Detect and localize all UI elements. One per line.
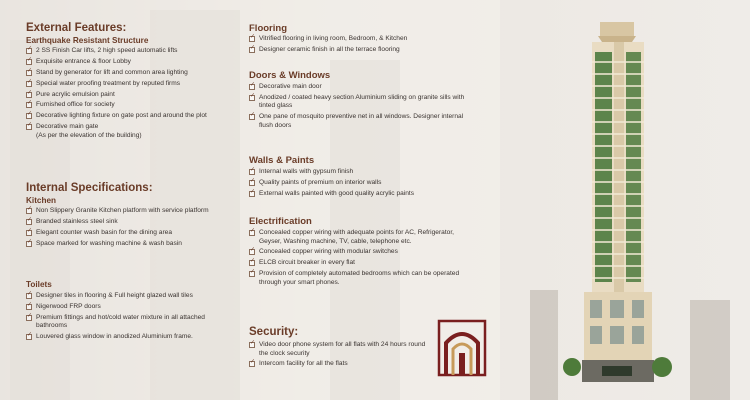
kitchen-heading: Kitchen: [26, 196, 57, 205]
check-icon: ✓: [27, 291, 33, 297]
check-icon: ✓: [27, 111, 33, 118]
check-icon: ✓: [250, 177, 256, 184]
toilets-list: [26, 292, 236, 342]
check-icon: ✓: [250, 258, 256, 265]
flooring-heading: Flooring: [249, 23, 287, 34]
list-item: ✓ Intercom facility for all the flats: [250, 359, 348, 368]
check-icon: ✓: [250, 82, 256, 88]
bg-building: [690, 300, 730, 400]
tower-illustration: [562, 22, 672, 382]
list-item: ✓ 2 SS Finish Car lifts, 2 high speed automatic lifts: [27, 46, 178, 54]
list-item: ✓ Decorative lighting fixture on gate post and around the plot: [27, 111, 207, 120]
list-item: ✓ Video door phone system for all flats with 24 hours round the clock security: [250, 340, 426, 357]
check-icon: ✓: [250, 340, 256, 346]
list-item: ✓ Nigerwood FRP doors: [27, 301, 101, 310]
tree: [652, 357, 672, 377]
check-icon: ✓: [27, 332, 33, 339]
decorative-gate-note: (As per the elevation of the building): [36, 131, 142, 139]
list-item: ✓ Decorative main gate: [27, 122, 99, 131]
list-item: ✓ Quality paints of premium on interior walls: [250, 177, 382, 186]
list-item: ✓ Louvered glass window in anodized Aluminium frame.: [27, 332, 193, 341]
electrification-heading: Electrification: [249, 216, 312, 227]
list-item: ✓ Stand by generator for lift and common area lighting: [27, 67, 188, 76]
check-icon: ✓: [250, 359, 256, 366]
list-item: ✓ Space marked for washing machine & wash basin: [27, 238, 182, 247]
flooring-list: [249, 35, 475, 54]
tower-crown-cap: [598, 36, 636, 42]
external-features-title: External Features:: [26, 22, 127, 34]
list-item: ✓ Non Slippery Granite Kitchen platform with service platform: [27, 206, 209, 214]
list-item: ✓ ELCB circuit breaker in every flat: [250, 258, 356, 267]
tower-entrance: [602, 366, 632, 376]
check-icon: ✓: [27, 216, 33, 223]
toilets-heading: Toilets: [26, 280, 52, 289]
check-icon: ✓: [250, 269, 256, 276]
external-features-list: [26, 47, 236, 140]
doors-windows-heading: Doors & Windows: [249, 70, 331, 81]
check-icon: ✓: [250, 34, 256, 40]
list-item: ✓ Concealed copper wiring with adequate points for AC, Refrigerator, Geyser, Washing machine, TV, cable, telephone etc.: [250, 228, 454, 245]
list-item: ✓ Elegant counter wash basin for the dining area: [27, 227, 172, 236]
bg-building: [530, 290, 558, 400]
check-icon: ✓: [27, 227, 33, 234]
check-icon: ✓: [27, 301, 33, 308]
brand-logo: [437, 319, 487, 377]
list-item: ✓ Furnished office for society: [27, 100, 115, 109]
walls-paints-heading: Walls & Paints: [249, 155, 315, 166]
list-item: ✓ Exquisite entrance & floor Lobby: [27, 56, 131, 65]
tree: [563, 358, 581, 376]
walls-paints-list: [249, 168, 475, 198]
list-item: ✓ Internal walls with gypsum finish: [250, 167, 354, 175]
security-heading: Security:: [249, 326, 299, 338]
list-item: ✓ Designer tiles in flooring & Full height glazed wall tiles: [27, 291, 193, 299]
list-item: ✓ Anodized / coated heavy section Aluminium sliding on granite sills with tinted glass: [250, 92, 465, 110]
check-icon: ✓: [27, 78, 33, 85]
list-item: ✓ Special water proofing treatment by reputed firms: [27, 78, 181, 87]
check-icon: ✓: [250, 228, 256, 234]
list-item: ✓ External walls painted with good quality acrylic paints: [250, 188, 415, 197]
tower-crown: [600, 22, 634, 36]
check-icon: ✓: [27, 312, 33, 319]
security-list: [249, 341, 429, 369]
check-icon: ✓: [27, 238, 33, 245]
check-icon: ✓: [250, 44, 256, 51]
check-icon: ✓: [27, 56, 33, 63]
list-item: ✓ One pane of mosquito preventive net in all windows. Designer internal flush doors: [250, 112, 464, 129]
check-icon: ✓: [27, 100, 33, 107]
check-icon: ✓: [250, 188, 256, 195]
list-item: ✓ Pure acrylic emulsion paint: [27, 89, 115, 98]
list-item: ✓ Concealed copper wiring with modular switches: [250, 247, 398, 256]
list-item: ✓ Premium fittings and hot/cold water mixture in all attached bathrooms: [27, 312, 205, 330]
list-item: ✓ Provision of completely automated bedrooms which can be operated through your smart phones.: [250, 269, 460, 286]
earthquake-heading: Earthquake Resistant Structure: [26, 36, 149, 45]
logo-pillar: [459, 353, 465, 375]
list-item: ✓ Designer ceramic finish in all the terrace flooring: [250, 44, 400, 53]
check-icon: ✓: [27, 122, 33, 129]
check-icon: ✓: [250, 167, 256, 173]
check-icon: ✓: [27, 206, 33, 212]
kitchen-list: [26, 207, 236, 248]
list-item: ✓ Branded stainless steel sink: [27, 216, 118, 225]
list-item: ✓ Vitrified flooring in living room, Bedroom, & Kitchen: [250, 34, 408, 42]
list-item: ✓ Decorative main door: [250, 82, 322, 90]
check-icon: ✓: [250, 92, 256, 99]
check-icon: ✓: [27, 46, 33, 52]
check-icon: ✓: [250, 247, 256, 254]
check-icon: ✓: [27, 89, 33, 96]
doors-windows-list: [249, 83, 475, 131]
electrification-list: [249, 229, 475, 287]
check-icon: ✓: [250, 112, 256, 119]
check-icon: ✓: [27, 67, 33, 74]
internal-specifications-title: Internal Specifications:: [26, 182, 153, 194]
